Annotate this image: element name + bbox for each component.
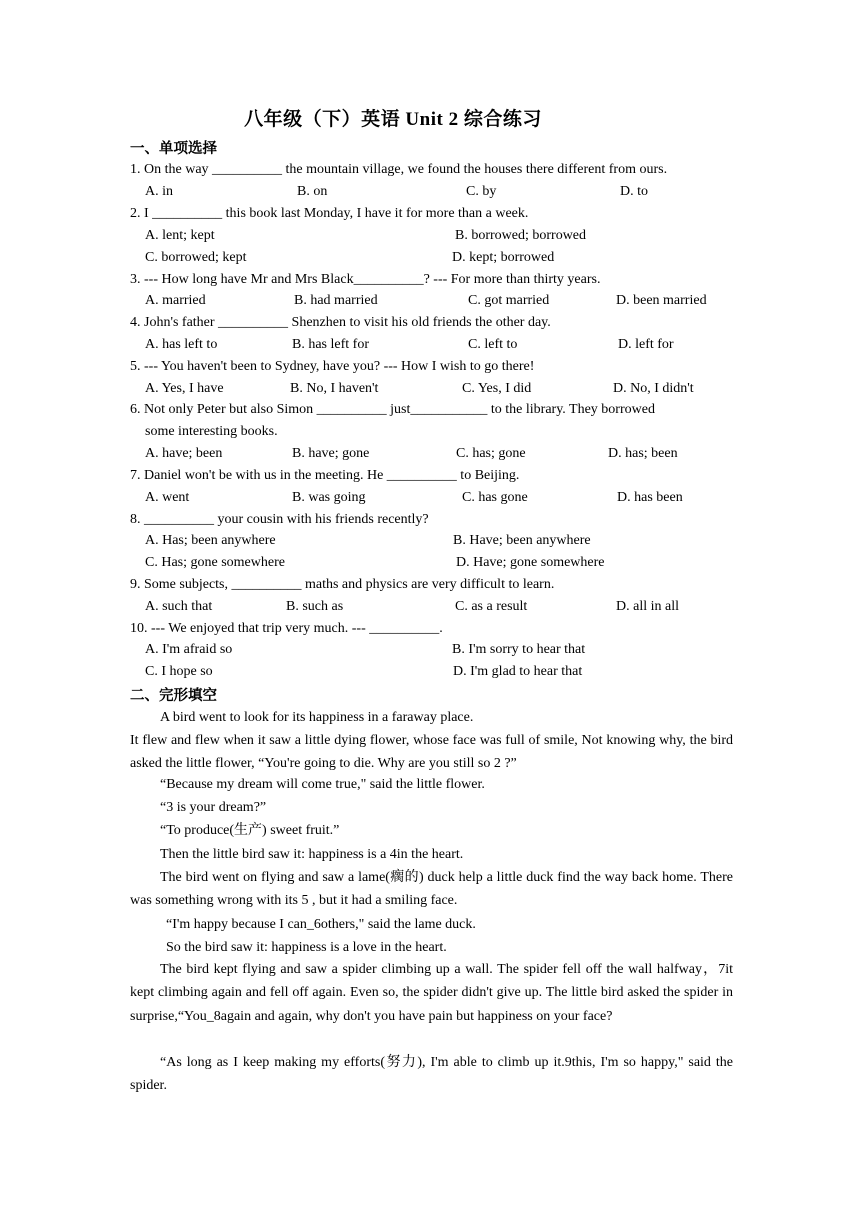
option-b: B. has left for (292, 337, 369, 352)
passage-paragraph: “3 is your dream?” (160, 800, 267, 815)
option-d: D. kept; borrowed (452, 250, 555, 265)
passage-paragraph: The bird kept flying and saw a spider climbing up a wall. The spider fell off the wall halfway，7it kept climbing again and fell off again. Even so, the spider didn't give up. The little bird asked the spider in surprise,“You_8again and again, why don't you have pain but happiness on your face? (130, 962, 733, 1024)
option-c: C. as a result (455, 599, 528, 614)
option-a: A. Yes, I have (145, 381, 224, 396)
question-stem: 4. John's father __________ Shenzhen to visit his old friends the other day. (130, 315, 551, 330)
option-b: B. was going (292, 490, 366, 505)
option-a: A. Has; been anywhere (145, 533, 276, 548)
option-d: D. to (620, 184, 648, 199)
question-stem: 8. __________ your cousin with his friends recently? (130, 512, 429, 527)
option-a: A. went (145, 490, 190, 505)
option-d: D. No, I didn't (613, 381, 694, 396)
option-c: C. has gone (462, 490, 528, 505)
option-d: D. all in all (616, 599, 679, 614)
section-heading-cloze: 二、完形填空 (130, 688, 217, 704)
option-a: A. I'm afraid so (145, 642, 233, 657)
passage-paragraph: So the bird saw it: happiness is a love in the heart. (166, 940, 447, 955)
option-d: D. Have; gone somewhere (456, 555, 605, 570)
option-b: B. Have; been anywhere (453, 533, 591, 548)
option-b: B. had married (294, 293, 378, 308)
option-c: C. Yes, I did (462, 381, 532, 396)
passage-paragraph: A bird went to look for its happiness in a faraway place. (160, 710, 474, 725)
option-b: B. have; gone (292, 446, 370, 461)
passage-paragraph: “As long as I keep making my efforts(努力), I'm able to climb up it.9this, I'm so happy," said the spider. (130, 1055, 733, 1094)
option-a: A. such that (145, 599, 213, 614)
passage-paragraph: Then the little bird saw it: happiness is a 4in the heart. (160, 847, 464, 862)
option-b: B. on (297, 184, 328, 199)
section-heading-single-choice: 一、单项选择 (130, 141, 217, 157)
option-d: D. left for (618, 337, 674, 352)
option-c: C. has; gone (456, 446, 526, 461)
option-a: A. have; been (145, 446, 223, 461)
question-stem: 6. Not only Peter but also Simon __________ just___________ to the library. They borrowed (130, 402, 655, 417)
option-b: B. No, I haven't (290, 381, 379, 396)
passage-paragraph: “Because my dream will come true," said the little flower. (160, 777, 485, 792)
question-stem: 9. Some subjects, __________ maths and physics are very difficult to learn. (130, 577, 555, 592)
question-stem-continued: some interesting books. (145, 424, 278, 439)
passage-paragraph: “I'm happy because I can_6others," said the lame duck. (166, 917, 476, 932)
option-c: C. left to (468, 337, 518, 352)
passage-paragraph: “To produce(生产) sweet fruit.” (160, 823, 340, 838)
option-c: C. Has; gone somewhere (145, 555, 285, 570)
question-stem: 5. --- You haven't been to Sydney, have you? --- How I wish to go there! (130, 359, 535, 374)
option-b: B. I'm sorry to hear that (452, 642, 586, 657)
passage-paragraph: The bird went on flying and saw a lame(瘸的) duck help a little duck find the way back home. There was something wrong with its 5 , but it had a smiling face. (130, 870, 733, 909)
option-c: C. I hope so (145, 664, 213, 679)
passage-paragraph: It flew and flew when it saw a little dying flower, whose face was full of smile, Not knowing why, the bird asked the little flower, “You're going to die. Why are you still so 2 ?” (130, 733, 733, 772)
option-a: A. has left to (145, 337, 218, 352)
question-stem: 10. --- We enjoyed that trip very much. --- __________. (130, 621, 443, 636)
option-d: D. been married (616, 293, 707, 308)
option-b: B. such as (286, 599, 344, 614)
option-d: D. I'm glad to hear that (453, 664, 583, 679)
question-stem: 2. I __________ this book last Monday, I have it for more than a week. (130, 206, 529, 221)
page-title: 八年级（下）英语 Unit 2 综合练习 (244, 109, 542, 130)
option-a: A. lent; kept (145, 228, 215, 243)
option-d: D. has been (617, 490, 683, 505)
option-c: C. by (466, 184, 497, 199)
option-a: A. in (145, 184, 173, 199)
option-d: D. has; been (608, 446, 678, 461)
option-c: C. got married (468, 293, 550, 308)
question-stem: 3. --- How long have Mr and Mrs Black__________? --- For more than thirty years. (130, 272, 601, 287)
option-b: B. borrowed; borrowed (455, 228, 587, 243)
option-c: C. borrowed; kept (145, 250, 247, 265)
question-stem: 7. Daniel won't be with us in the meeting. He __________ to Beijing. (130, 468, 520, 483)
question-stem: 1. On the way __________ the mountain village, we found the houses there different from ours. (130, 162, 668, 177)
option-a: A. married (145, 293, 206, 308)
